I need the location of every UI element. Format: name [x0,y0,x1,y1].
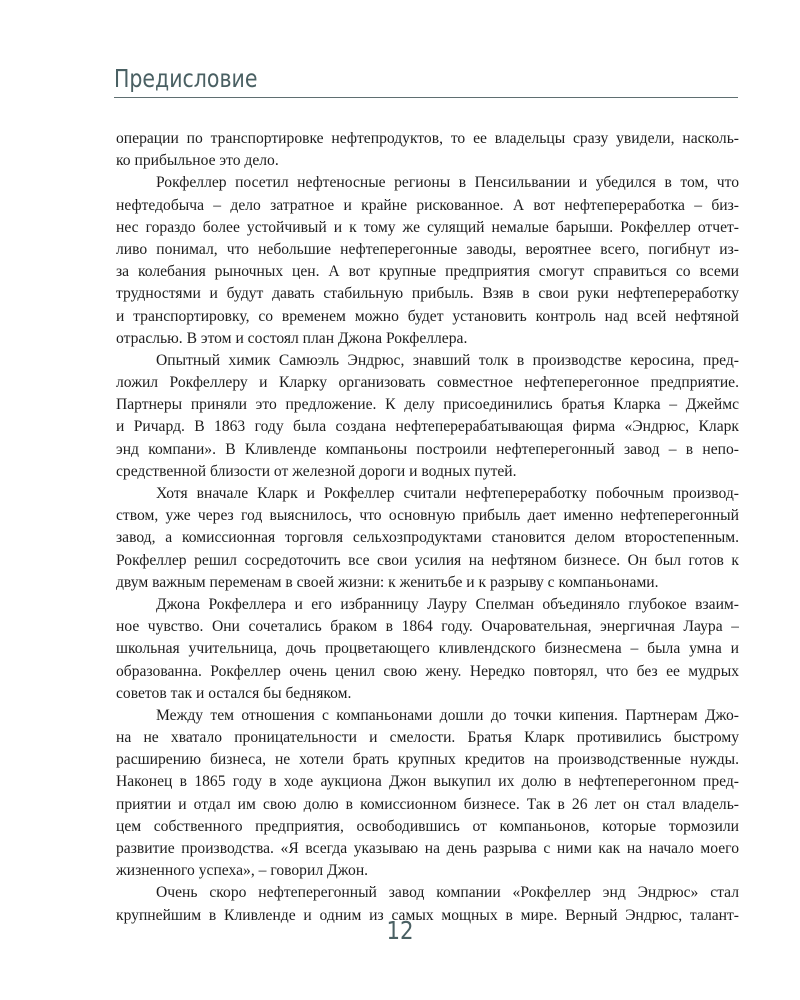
text-line: ложил Рокфеллеру и Кларку организовать совместное нефтеперегонное предприятие. [116,374,739,392]
text-line: ное чувство. Они сочетались браком в 1864 году. Очаровательная, энергичная Лаура – [116,618,739,636]
text-line: операции по транспортировке нефтепродуктов, то ее владельцы сразу увидели, насколь- [116,130,739,147]
text-line: образованна. Рокфеллер очень ценил свою жену. Нередко повторял, что без ее мудрых [116,662,739,680]
text-line: Очень скоро нефтеперегонный завод компании «Рокфеллер энд Эндрюс» стал [156,884,739,902]
text-line: школьная учительница, дочь процветающего кливлендского бизнесмена – была умна и [116,640,739,658]
text-line: трудностями и будут давать стабильную прибыль. Взяв в свои руки нефтепереработку [116,285,739,303]
text-line: советов так и остался бы бедняком. [116,684,352,702]
text-line: приятии и отдал им свою долю в комиссионном бизнесе. Так в 26 лет он стал владель- [116,795,739,813]
text-line: Хотя вначале Кларк и Рокфеллер считали нефтепереработку побочным производ- [156,485,739,502]
text-line: ко прибыльное это дело. [116,152,279,170]
text-line: Наконец в 1865 году в ходе аукциона Джон выкупил их долю в нефтеперегонном пред- [116,773,739,791]
text-line: на не хватало проницательности и смелости. Братья Кларк противились быстрому [116,729,739,747]
text-line: завод, а комиссионная торговля сельхозпродуктами становится делом второстепенным. [116,529,739,547]
text-line: Опытный химик Самюэль Эндрюс, знавший толк в производстве керосина, пред- [156,351,739,369]
body-text [116,128,739,927]
text-line: крупнейшим в Кливленде и одним из самых мощных в мире. Верный Эндрюс, талант- [116,906,739,924]
text-line: ством, уже через год выяснилось, что основную прибыль дает именно нефтеперегонный [116,507,739,525]
text-line: жизненного успеха», – говорил Джон. [116,862,369,880]
text-line: нефтедобыча – дело затратное и крайне рискованное. А вот нефтепереработка – биз- [116,196,739,214]
text-line: цем собственного предприятия, освободившись от компаньонов, которые тормозили [116,817,739,835]
text-line: Рокфеллер решил сосредоточить все свои усилия на нефтяном бизнесе. Он был готов к [116,551,739,569]
text-line: двум важным переменам в своей жизни: к женитьбе и к разрыву с компаньонами. [116,573,659,591]
text-line: Рокфеллер посетил нефтеносные регионы в Пенсильвании и убедился в том, что [156,174,739,192]
running-header-title: Предисловие [114,64,258,93]
text-line: за колебания рыночных цен. А вот крупные предприятия смогут справиться со всеми [116,263,739,281]
text-line: развитие производства. «Я всегда указываю на день разрыва с ними как на начало моего [116,840,739,857]
text-line: Между тем отношения с компаньонами дошли до точки кипения. Партнерам Джо- [156,706,739,724]
text-line: Джона Рокфеллера и его избранницу Лауру Спелман объединяло глубокое взаим- [156,595,739,613]
text-line: нес гораздо более устойчивый и к тому же сулящий немалые барыши. Рокфеллер отчет- [116,218,739,236]
text-line: расширению бизнеса, не хотели брать крупных кредитов на производственные нужды. [116,751,739,769]
text-line: энд компани». В Кливленде компаньоны построили нефтеперегонный завод – в непо- [116,440,739,458]
text-line: отраслью. В этом и состоял план Джона Рокфеллера. [116,329,468,347]
text-line: средственной близости от железной дороги и водных путей. [116,462,517,480]
text-line: и Ричард. В 1863 году была создана нефтеперерабатывающая фирма «Эндрюс, Кларк [116,418,739,436]
text-line: ливо понимал, что небольшие нефтеперегонные заводы, вероятнее всего, погибнут из- [116,240,739,258]
text-line: Партнеры приняли это предложение. К делу присоединились братья Кларка – Джеймс [116,396,739,414]
text-line: и транспортировку, со временем можно будет установить контроль над всей нефтяной [116,307,739,325]
header-divider [114,97,738,98]
page-number: 12 [386,916,414,945]
